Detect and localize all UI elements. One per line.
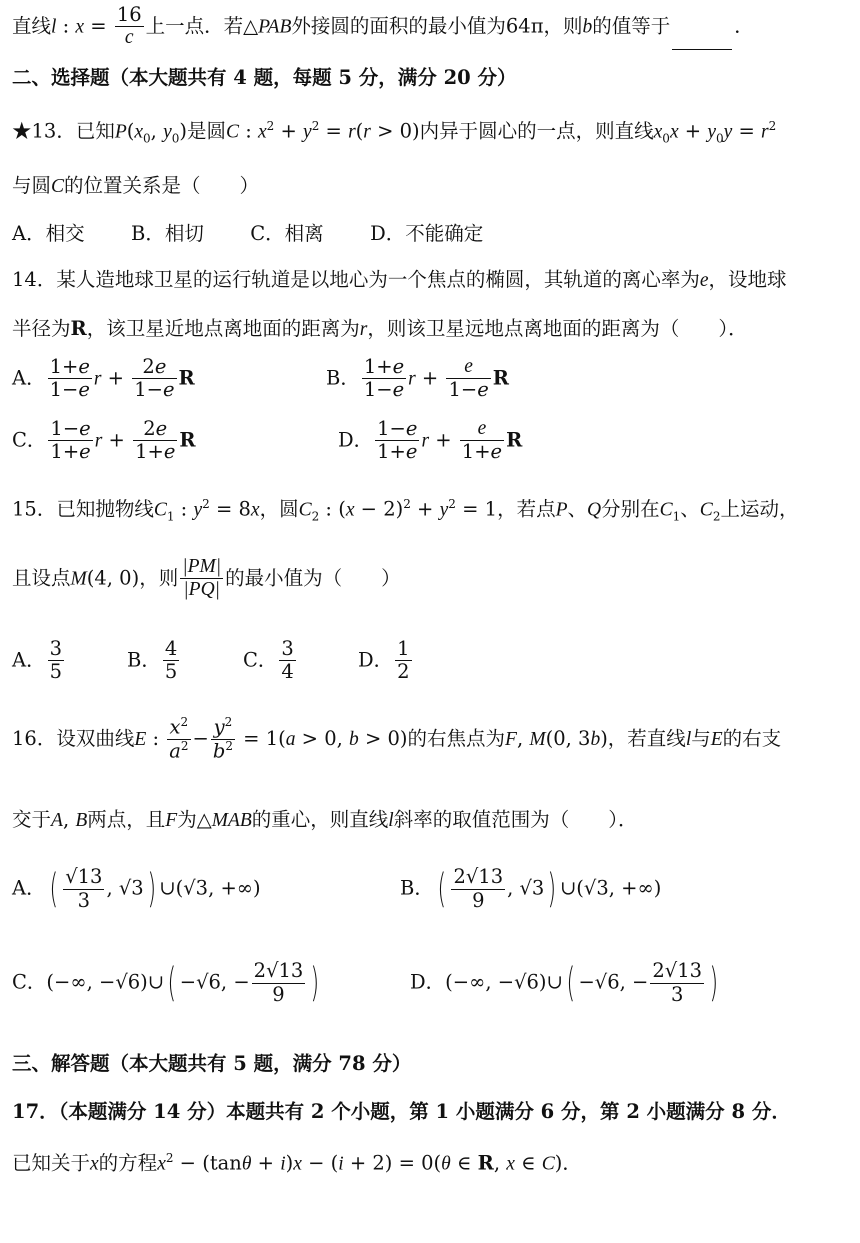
option-c[interactable]: C．(−∞, −√6)∪( −√6, − $\frac{2√13}{9}$ ) [12, 959, 320, 1006]
question-14-line2: 半径为R，该卫星近地点离地面的距离为r，则该卫星远地点离地面的距离为（ ）． [12, 317, 748, 340]
question-13-line1: ★13．已知$P(x_0$, $y_0$)是圆C : $x^2 + y^2 = r(r > 0)$内异于圆心的一点，则直线$x_0x + y_0y = r^2$ [12, 119, 777, 146]
question-15-line1: 15．已知抛物线$C_1$ : $y^2 = 8x$，圆$C_2$ : $(x - 2)^2 + y^2 = 1$，若点P、Q分别在$C_1$、$C_2$上运动， [12, 497, 799, 524]
question-13-line2: 与圆C的位置关系是（ ） [12, 174, 260, 197]
question-16-line2: 交于A, B两点，且F为△MAB的重心，则直线l斜率的取值范围为（ ）． [12, 808, 638, 831]
question-16-line1: 16．设双曲线E : $\frac{x^2}{a^2}$ − $\frac{y^2}{b^2}$ = 1(a > 0, b > 0)的右焦点为F, M(0, 3b)，若直线l与E的右支 [12, 715, 782, 763]
option-c[interactable]: C．相离 [250, 222, 324, 245]
star-icon: ★13． [12, 119, 76, 143]
option-c[interactable]: C． $\frac{1-e}{1+e}$ r + $\frac{2e}{1+e}$ R [12, 417, 196, 464]
q12-continuation: 直线l : x = $\frac{16}{c}$ 上一点．若△PAB外接圆的面积的最小值为64π，则b的值等于 ． [12, 3, 754, 49]
option-b[interactable]: B． $\frac{1+e}{1-e}$ r + $\frac{e}{1-e}$ R [326, 355, 509, 402]
question-14-line1: 14．某人造地球卫星的运行轨道是以地心为一个焦点的椭圆，其轨道的离心率为e，设地球 [12, 268, 787, 291]
option-c[interactable]: C． $\frac{3}{4}$ [243, 637, 294, 684]
question-13-options [12, 224, 483, 244]
question-17-text: 已知关于x的方程$x^2 - (\tan\theta + i)x - (i + 2) = 0(\theta$ ∈ R, x ∈ C)． [12, 1151, 582, 1175]
option-d[interactable]: D． $\frac{1}{2}$ [358, 637, 410, 684]
question-15-line2: 且设点M(4, 0)，则 $\frac{|PM|}{|PQ|}$ 的最小值为（ ） [12, 556, 401, 601]
option-b[interactable]: B．( $\frac{2√13}{9}$ , √3) ∪(√3, +∞) [400, 865, 662, 912]
option-a[interactable]: A． $\frac{1+e}{1-e}$ r + $\frac{2e}{1-e}$ R [12, 355, 195, 402]
option-a[interactable]: A．相交 [12, 222, 85, 245]
option-d[interactable]: D．不能确定 [370, 222, 484, 245]
section-title: 三、解答题（本大题共有 5 题，满分 78 分） [12, 1052, 412, 1075]
option-a[interactable]: A． $\frac{3}{5}$ [12, 637, 63, 684]
section-title: 二、选择题（本大题共有 4 题，每题 5 分，满分 20 分） [12, 66, 517, 89]
question-17-header: 17．（本题满分 14 分）本题共有 2 个小题，第 1 小题满分 6 分，第 2 小题满分 8 分． [12, 1100, 791, 1123]
answer-blank [672, 49, 732, 50]
option-a[interactable]: A．( $\frac{√13}{3}$ , √3) ∪(√3, +∞) [12, 865, 261, 912]
option-d[interactable]: D．(−∞, −√6)∪( −√6, − $\frac{2√13}{3}$ ) [410, 959, 719, 1006]
option-b[interactable]: B． $\frac{4}{5}$ [127, 637, 178, 684]
option-b[interactable]: B．相切 [131, 222, 204, 245]
option-d[interactable]: D． $\frac{1-e}{1+e}$ r + $\frac{e}{1+e}$ R [338, 417, 523, 464]
